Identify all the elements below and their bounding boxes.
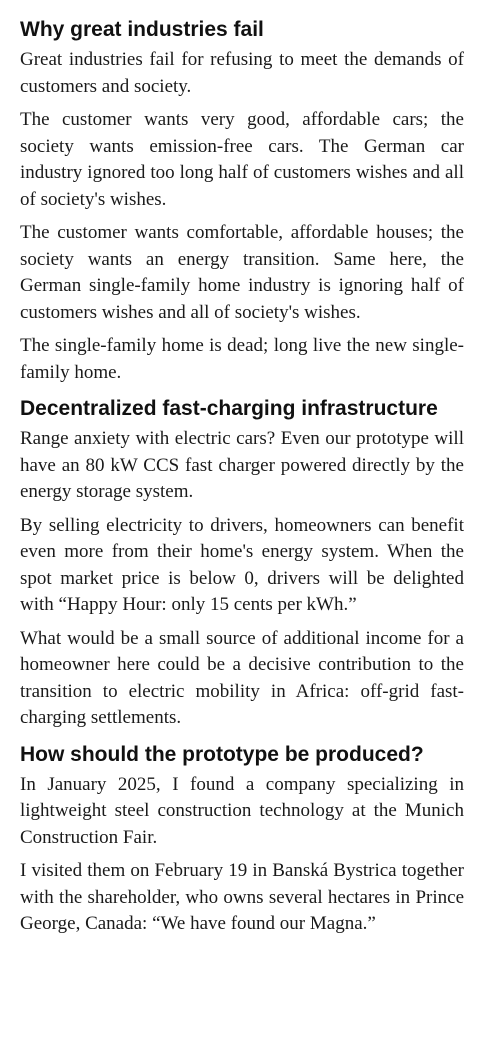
section-heading: Why great industries fail [20, 18, 264, 41]
paragraph: In January 2025, I found a company specializing in lightweight steel construction technology at the Munich Construction Fair. [20, 773, 464, 848]
section-why-industries-fail [20, 17, 464, 386]
section-heading: How should the prototype be produced? [20, 742, 424, 766]
paragraph: By selling electricity to drivers, homeowners can benefit even more from their home's energy system. When the spot market price is below 0, drivers will be delighted with “Happy Hour: only 15 cents per kWh.” [20, 514, 464, 615]
paragraph: The customer wants very good, affordable cars; the society wants emission-free cars. The German car industry ignored too long half of customers wishes and all of society's wishes. [20, 109, 464, 210]
section-fast-charging [20, 396, 464, 732]
paragraph: I visited them on February 19 in Banská Bystrica together with the shareholder, who owns several hectares in Prince George, Canada: “We have found our Magna.” [20, 860, 464, 934]
section-heading: Decentralized fast-charging infrastructure [20, 397, 438, 420]
paragraph: Range anxiety with electric cars? Even our prototype will have an 80 kW CCS fast charger powered directly by the energy storage system. [20, 428, 464, 502]
paragraph: What would be a small source of additional income for a homeowner here could be a decisive contribution to the transition to electric mobility in Africa: off-grid fast-charging settlements. [20, 627, 464, 728]
paragraph: The customer wants comfortable, affordable houses; the society wants an energy transition. Same here, the German single-family home industry is ignoring half of customers wishes and all of society's wishes. [20, 222, 464, 323]
paragraph: The single-family home is dead; long live the new single-family home. [20, 335, 464, 383]
paragraph: Great industries fail for refusing to meet the demands of customers and society. [20, 49, 464, 97]
section-prototype-production [20, 742, 464, 938]
